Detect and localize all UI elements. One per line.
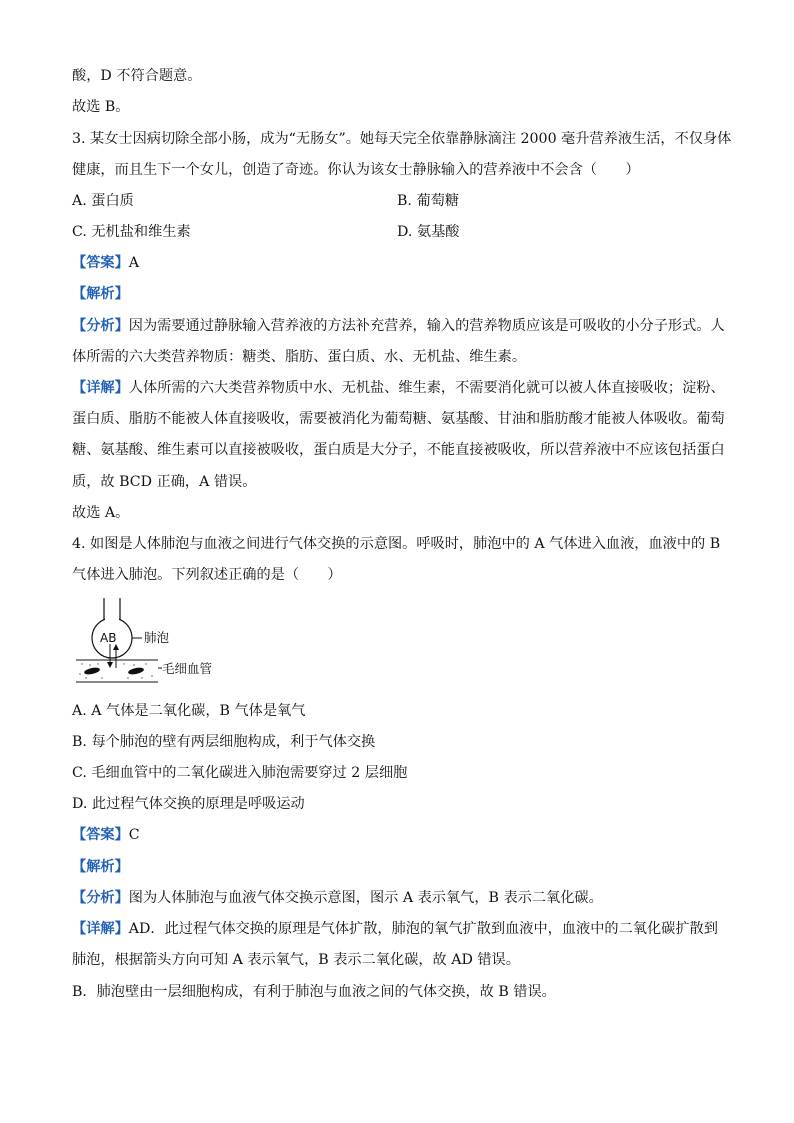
fenxi-line bbox=[72, 888, 603, 908]
xiangjie-tag: 【详解】 bbox=[72, 921, 129, 937]
fenxi-text: 因为需要通过静脉输入营养液的方法补充营养，输入的营养物质应该是可吸收的小分子形式。人 bbox=[128, 318, 725, 334]
red-blood-cell bbox=[84, 666, 101, 675]
option-d: D. 此过程气体交换的原理是呼吸运动 bbox=[72, 796, 305, 812]
question-3-stem: 健康，而且生下一个女儿，创造了奇迹。你认为该女士静脉输入的营养液中不会含（ ） bbox=[72, 162, 640, 178]
airway-opening bbox=[105, 616, 119, 622]
fenxi-line bbox=[72, 316, 725, 336]
question-4-stem: 4. 如图是人体肺泡与血液之间进行气体交换的示意图。呼吸时，肺泡中的 A 气体进入血液，血液中的 B bbox=[72, 536, 721, 552]
xiangjie-line: 肺泡，根据箭头方向可知 A 表示氧气，B 表示二氧化碳，故 AD 错误。 bbox=[72, 952, 520, 968]
analysis-tag: 【解析】 bbox=[72, 859, 129, 875]
answer-tag: 【答案】 bbox=[72, 255, 129, 271]
fenxi-tag: 【分析】 bbox=[72, 318, 129, 334]
option-a: A. A 气体是二氧化碳，B 气体是氧气 bbox=[72, 703, 306, 719]
answer-tag: 【答案】 bbox=[72, 827, 129, 843]
label-capillary: 毛细血管 bbox=[162, 661, 213, 676]
xiangjie-line: 糖、氨基酸、维生素可以直接被吸收，蛋白质是大分子，不能直接被吸收，所以营养液中不应该包括蛋白 bbox=[72, 442, 725, 458]
analysis-tag: 【解析】 bbox=[72, 286, 129, 302]
xiangjie-line bbox=[72, 919, 718, 939]
answer-value: C bbox=[128, 827, 140, 843]
text-line: 故选 B。 bbox=[72, 99, 130, 115]
xiangjie-line: 蛋白质、脂肪不能被人体直接吸收，需要被消化为葡萄糖、氨基酸、甘油和脂肪酸才能被人体吸收。葡萄 bbox=[72, 411, 725, 427]
xiangjie-text: AD．此过程气体交换的原理是气体扩散，肺泡的氧气扩散到血液中，血液中的二氧化碳扩散到 bbox=[128, 921, 718, 937]
red-blood-cell bbox=[128, 666, 145, 675]
xiangjie-line: B．肺泡壁由一层细胞构成，有利于肺泡与血液之间的气体交换，故 B 错误。 bbox=[72, 984, 556, 1000]
xiangjie-line: 质，故 BCD 正确，A 错误。 bbox=[72, 474, 257, 490]
label-ab: AB bbox=[100, 631, 117, 645]
option-d: D. 氨基酸 bbox=[397, 224, 460, 240]
question-4-stem: 气体进入肺泡。下列叙述正确的是（ ） bbox=[72, 567, 342, 583]
fenxi-text: 图为人体肺泡与血液气体交换示意图，图示 A 表示氧气，B 表示二氧化碳。 bbox=[128, 890, 603, 906]
arrow-down-head bbox=[107, 662, 113, 668]
label-alveolus: 肺泡 bbox=[144, 630, 170, 645]
text-line: 酸，D 不符合题意。 bbox=[72, 68, 202, 84]
fenxi-tag: 【分析】 bbox=[72, 890, 129, 906]
analysis-heading bbox=[72, 857, 129, 877]
xiangjie-tag: 【详解】 bbox=[72, 380, 129, 396]
alveolus-diagram bbox=[76, 598, 236, 688]
choose-line: 故选 A。 bbox=[72, 505, 130, 521]
xiangjie-text: 人体所需的六大类营养物质中水、无机盐、维生素，不需要消化就可以被人体直接吸收；淀粉、 bbox=[128, 380, 725, 396]
fenxi-line: 体所需的六大类营养物质：糖类、脂肪、蛋白质、水、无机盐、维生素。 bbox=[72, 349, 527, 365]
answer-line bbox=[72, 825, 140, 845]
option-b: B. 葡萄糖 bbox=[397, 193, 460, 209]
answer-line bbox=[72, 253, 139, 273]
xiangjie-line bbox=[72, 378, 725, 398]
analysis-heading bbox=[72, 284, 129, 304]
option-b: B. 每个肺泡的壁有两层细胞构成，利于气体交换 bbox=[72, 734, 376, 750]
answer-value: A bbox=[128, 255, 140, 271]
question-3-stem: 3. 某女士因病切除全部小肠，成为“无肠女”。她每天完全依靠静脉滴注 2000 毫升营养液生活，不仅身体 bbox=[72, 131, 732, 147]
option-c: C. 无机盐和维生素 bbox=[72, 224, 191, 240]
option-c: C. 毛细血管中的二氧化碳进入肺泡需要穿过 2 层细胞 bbox=[72, 765, 408, 781]
option-a: A. 蛋白质 bbox=[72, 193, 134, 209]
